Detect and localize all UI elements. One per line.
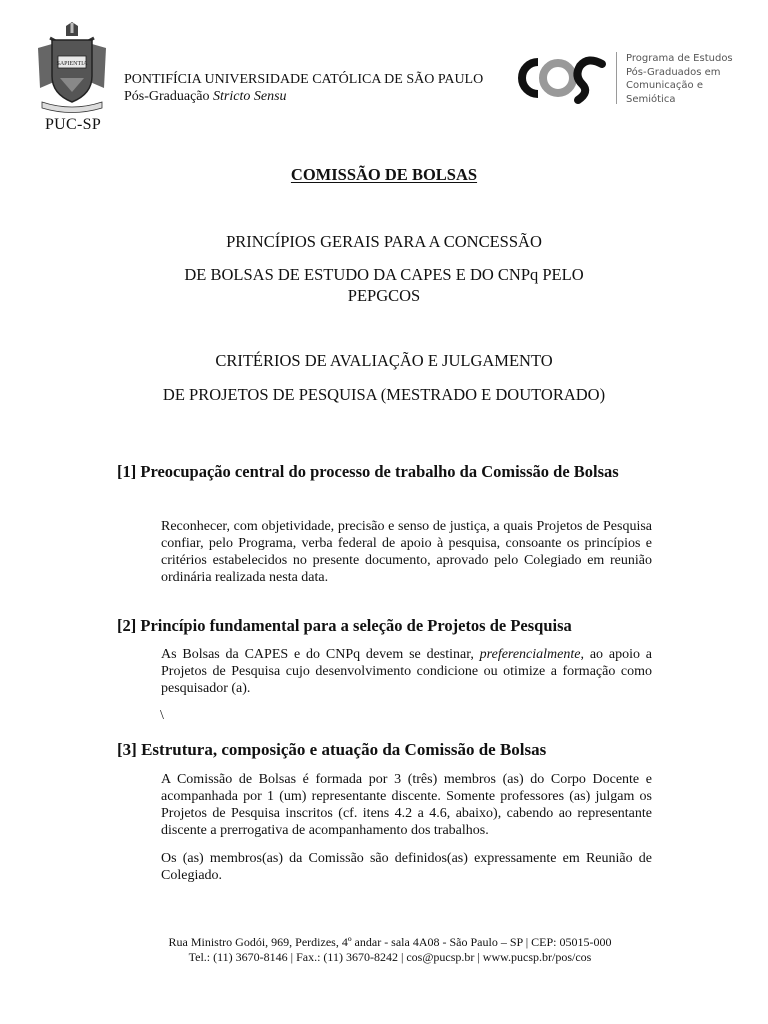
principles-title-line-3: PEPGCOS — [347, 286, 421, 305]
section-3-body: A Comissão de Bolsas é formada por 3 (três) membros (as) do Corpo Docente e acompanhada por 1 (um) representante discente. Somente professores (as) julgam os Projetos de Pesquisa inscritos (cf. itens 4.2 a 4.6, abaixo), cabendo ao representante discente a prerrogativa de acompanhamento dos trabalhos. — [161, 772, 652, 838]
principles-title-line-1: PRINCÍPIOS GERAIS PARA A CONCESSÃO — [226, 232, 542, 251]
crest-label: PUC-SP — [44, 116, 102, 133]
principles-title-line-2: DE BOLSAS DE ESTUDO DA CAPES E DO CNPq PELO — [184, 265, 584, 284]
cos-line: Semiótica — [626, 93, 676, 105]
cos-line: Comunicação e — [626, 80, 703, 91]
section-3-heading: [3] Estrutura, composição e atuação da Comissão de Bolsas — [117, 740, 547, 759]
postgraduate-subtitle — [124, 89, 287, 105]
footer-address: Rua Ministro Godói, 969, Perdizes, 4º andar - sala 4A08 - São Paulo – SP | CEP: 05015-000 — [168, 935, 612, 949]
criteria-title-line-1: CRITÉRIOS DE AVALIAÇÃO E JULGAMENTO — [215, 351, 553, 370]
section-1-body: Reconhecer, com objetividade, precisão e senso de justiça, a quais Projetos de Pesquisa confiar, pelo Programa, verba federal de apoio à pesquisa, consoante os princípios e critérios estabelecidos no presente documento, aprovado pelo Colegiado em reunião ordinária realizada nesta data. — [161, 519, 652, 585]
footer-contact: Tel.: (11) 3670-8146 | Fax.: (11) 3670-8242 | cos@pucsp.br | www.pucsp.br/pos/cos — [188, 950, 592, 964]
cos-logo — [508, 50, 608, 106]
section-2-body-end: , ao apoio a Projetos de Pesquisa cujo desenvolvimento condicione ou otimize a formação como pesquisador (a). — [161, 647, 653, 696]
section-3-body-2: Os (as) membros(as) da Comissão são definidos(as) expressamente em Reunião de Colegiado. — [161, 851, 652, 883]
stray-backslash: \ — [160, 708, 164, 723]
criteria-title-line-2: DE PROJETOS DE PESQUISA (MESTRADO E DOUTORADO) — [162, 385, 606, 404]
svg-text:SAPIENTIA: SAPIENTIA — [56, 61, 88, 67]
section-2-body — [161, 646, 652, 697]
cos-divider — [616, 52, 617, 104]
section-2-body-start: As Bolsas da CAPES e do CNPq devem se destinar, — [161, 647, 480, 662]
puc-sp-crest-logo — [36, 22, 108, 114]
section-1-heading: [1] Preocupação central do processo de trabalho da Comissão de Bolsas — [117, 462, 619, 481]
subtitle-italic: Stricto Sensu — [213, 89, 287, 104]
section-2-heading: [2] Princípio fundamental para a seleção de Projetos de Pesquisa — [117, 616, 572, 635]
cos-program-name — [626, 52, 736, 106]
subtitle-prefix: Pós-Graduação — [124, 89, 214, 104]
section-2-body-italic: preferencialmente — [479, 647, 581, 662]
cos-line: Pós-Graduados em — [626, 66, 721, 78]
cos-line: Programa de Estudos — [626, 53, 733, 64]
university-name: PONTIFÍCIA UNIVERSIDADE CATÓLICA DE SÃO PAULO — [124, 72, 484, 87]
commission-title: COMISSÃO DE BOLSAS — [290, 165, 478, 184]
